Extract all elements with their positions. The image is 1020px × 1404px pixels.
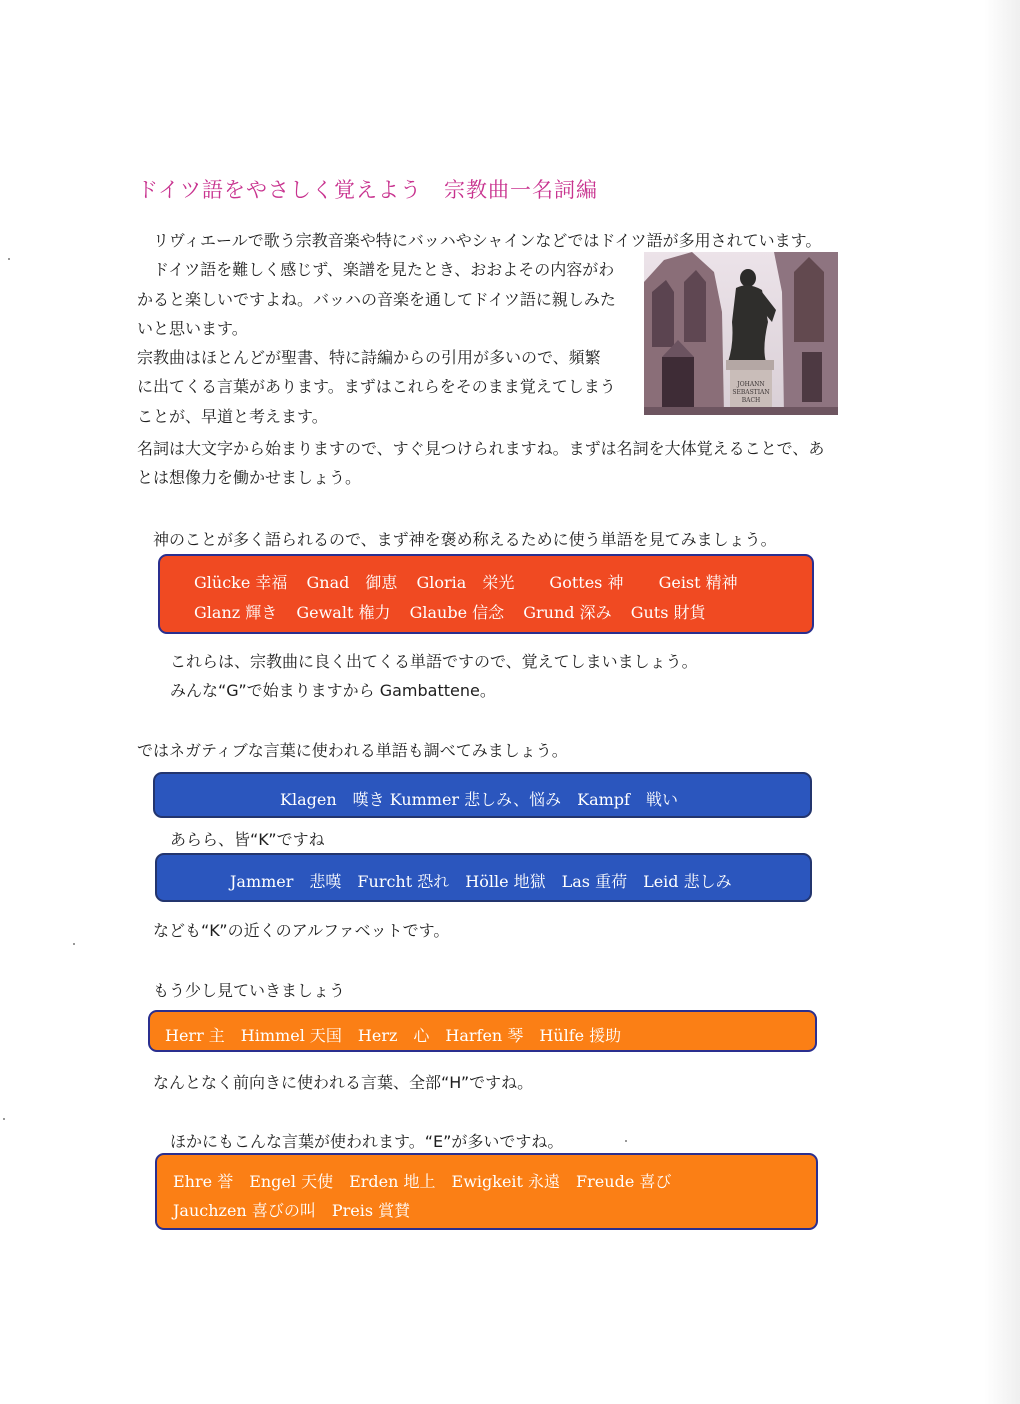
k-words-row: Klagen 嘆き Kummer 悲しみ、悩み Kampf 戦い (280, 790, 678, 809)
k-near-words-box (155, 853, 812, 902)
intro-line: ことが、早道と考えます。 (137, 407, 328, 426)
intro-line: 宗教曲はほとんどが聖書、特に詩編からの引用が多いので、頻繁 (137, 348, 601, 367)
e-words-row: Ehre 誉 Engel 天使 Erden 地上 Ewigkeit 永遠 Freude 喜び (173, 1172, 672, 1191)
e-words-box (155, 1153, 818, 1230)
section-h-intro: もう少し見ていきましょう (153, 981, 346, 1000)
vocab-item: Guts 財貨 (630, 603, 706, 622)
plaque-text: JOHANN (737, 381, 765, 388)
intro-line: に出てくる言葉があります。まずはこれらをそのまま覚えてしまう (137, 377, 616, 396)
intro-paragraph-1: リヴィエールで歌う宗教音楽や特にバッハやシャインなどではドイツ語が多用されています。 (153, 231, 822, 250)
section-g-note: みんな“G”で始まりますから Gambattene。 (170, 681, 496, 700)
bach-statue-photo (644, 252, 838, 415)
g-words-row (194, 570, 752, 593)
church-statue-illustration (644, 252, 838, 415)
section-e-intro: ほかにもこんな言葉が使われます。“E”が多いですね。 (170, 1132, 564, 1151)
g-words-row (194, 600, 720, 623)
section-k-middle: あらら、皆“K”ですね (170, 830, 325, 849)
k-words-box (153, 772, 812, 818)
g-words-box (158, 554, 814, 634)
scan-speck (625, 1140, 627, 1142)
scan-speck (8, 258, 10, 260)
intro-line: とは想像力を働かせましょう。 (137, 468, 362, 487)
intro-line: かると楽しいですよね。バッハの音楽を通してドイツ語に親しみた (137, 290, 616, 309)
vocab-item: Gloria 栄光 (416, 573, 515, 592)
scan-speck (73, 943, 75, 945)
e-words-row: Jauchzen 喜びの叫 Preis 賞賛 (173, 1201, 411, 1220)
section-g-intro: 神のことが多く語られるので、まず神を褒め称えるために使う単語を見てみましょう。 (153, 530, 777, 549)
intro-line: ドイツ語を難しく感じず、楽譜を見たとき、おおよその内容がわ (153, 260, 615, 279)
scan-speck (3, 1118, 5, 1120)
vocab-item: Geist 精神 (658, 573, 738, 592)
vocab-item: Grund 深み (523, 603, 612, 622)
section-g-note: これらは、宗教曲に良く出てくる単語ですので、覚えてしまいましょう。 (170, 652, 698, 671)
vocab-item: Gottes 神 (549, 573, 624, 592)
plaque-text: BACH (741, 397, 761, 404)
section-h-note: なんとなく前向きに使われる言葉、全部“H”ですね。 (153, 1073, 534, 1092)
vocab-item: Glaube 信念 (409, 603, 505, 622)
vocab-item: Gnad 御恵 (306, 573, 398, 592)
page-edge-shadow (984, 0, 1020, 1404)
vocab-item: Glücke 幸福 (194, 573, 288, 592)
intro-line: 名詞は大文字から始まりますので、すぐ見つけられますね。まずは名詞を大体覚えることで、あ (137, 439, 825, 458)
vocab-item: Gewalt 権力 (296, 603, 391, 622)
section-k-note: なども“K”の近くのアルファベットです。 (153, 921, 450, 940)
section-k-intro: ではネガティブな言葉に使われる単語も調べてみましょう。 (137, 741, 568, 760)
vocab-item: Glanz 輝き (194, 603, 278, 622)
plaque-text: SEBASTIAN (732, 389, 770, 396)
page-title: ドイツ語をやさしく覚えよう 宗教曲一名詞編 (137, 178, 598, 202)
h-words-row: Herr 主 Himmel 天国 Herz 心 Harfen 琴 Hülfe 援助 (165, 1026, 622, 1045)
intro-line: いと思います。 (137, 319, 248, 338)
k-near-words-row: Jammer 悲嘆 Furcht 恐れ Hölle 地獄 Las 重荷 Leid 悲しみ (230, 872, 732, 891)
h-words-box (148, 1010, 817, 1052)
